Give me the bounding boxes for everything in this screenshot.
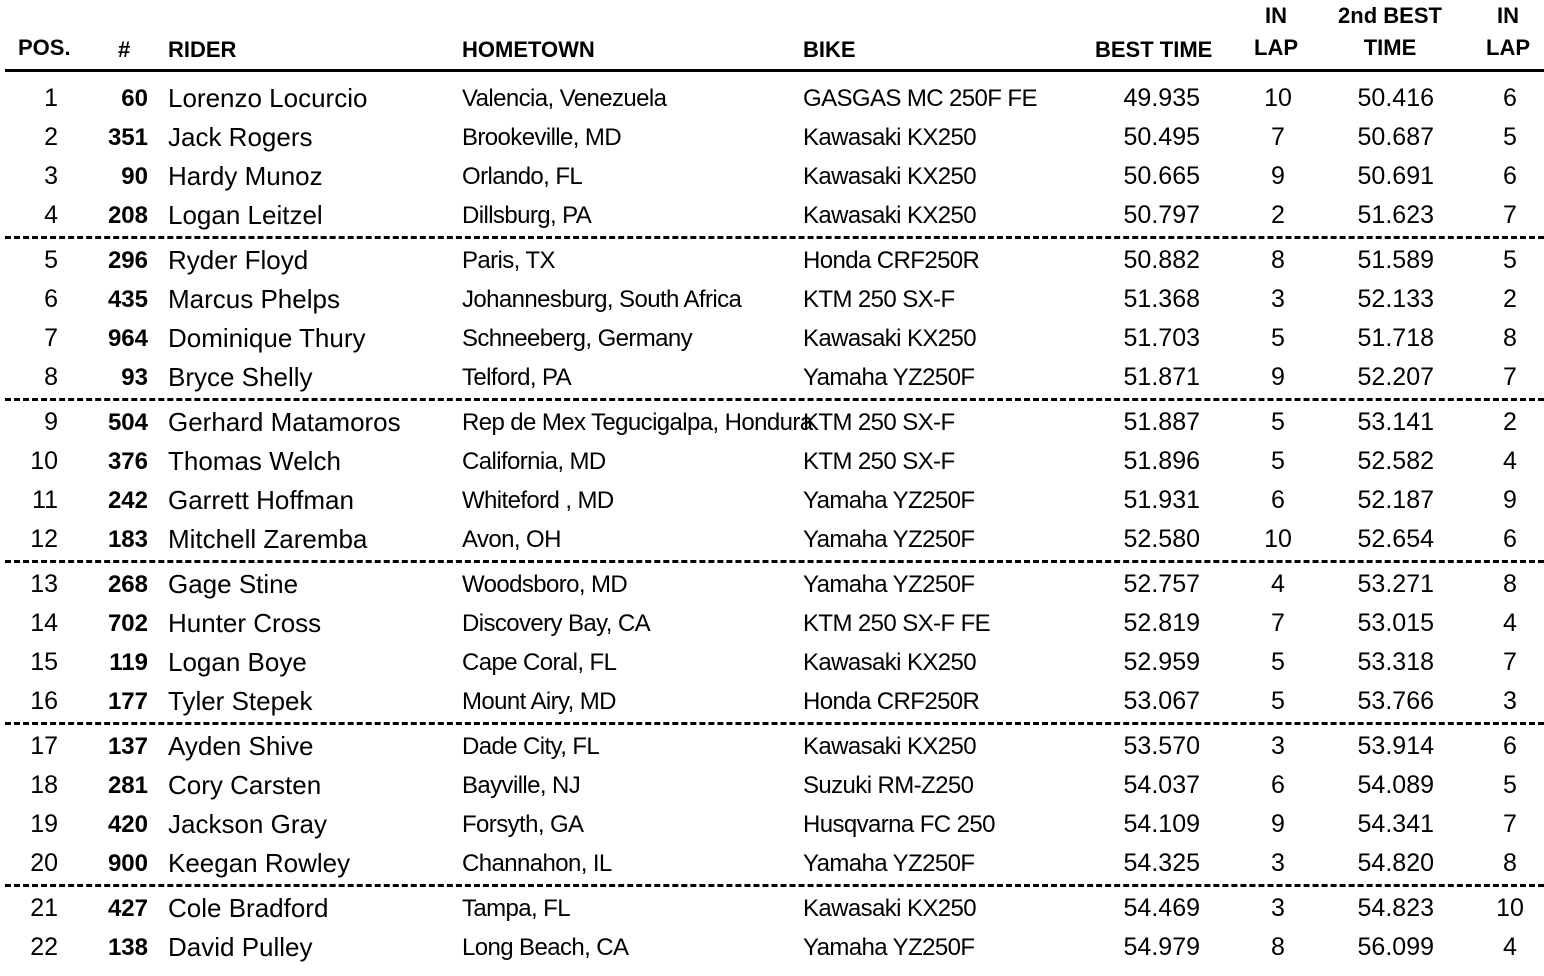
row-hometown: Long Beach, CA — [462, 934, 629, 961]
header-in-lap-1 — [1246, 0, 1306, 64]
table-row — [0, 520, 1544, 559]
row-second-best-time: 51.718 — [1357, 324, 1434, 352]
row-position: 8 — [44, 363, 58, 391]
row-rider: Gage Stine — [168, 569, 299, 599]
dashed-rule — [5, 560, 1544, 563]
row-bike: Husqvarna FC 250 — [803, 811, 995, 838]
table-row — [0, 565, 1544, 604]
row-second-best-time: 53.271 — [1357, 570, 1434, 598]
dashed-rule — [5, 398, 1544, 401]
row-hometown: Forsyth, GA — [462, 811, 584, 838]
row-hometown: Dillsburg, PA — [462, 202, 592, 229]
row-second-in-lap: 4 — [1503, 609, 1517, 637]
row-position: 4 — [44, 201, 58, 229]
row-number: 60 — [121, 85, 148, 112]
row-second-best-time: 50.691 — [1357, 162, 1434, 190]
row-second-best-time: 50.687 — [1357, 123, 1434, 151]
row-second-best-time: 54.089 — [1357, 771, 1434, 799]
row-second-in-lap: 2 — [1503, 285, 1517, 313]
row-position: 19 — [30, 810, 58, 838]
header-hometown: HOMETOWN — [462, 37, 595, 62]
table-row — [0, 604, 1544, 643]
row-second-best-time: 51.589 — [1357, 246, 1434, 274]
table-body — [0, 79, 1544, 967]
row-in-lap: 3 — [1271, 285, 1285, 313]
row-best-time: 51.871 — [1123, 363, 1200, 391]
row-rider: Marcus Phelps — [168, 284, 340, 314]
row-number: 138 — [107, 934, 148, 961]
row-best-time: 54.979 — [1123, 933, 1200, 961]
row-rider: Garrett Hoffman — [168, 485, 354, 515]
row-second-in-lap: 5 — [1503, 123, 1517, 151]
row-hometown: Avon, OH — [462, 526, 561, 553]
table-row — [0, 358, 1544, 397]
row-position: 21 — [30, 894, 58, 922]
row-hometown: Discovery Bay, CA — [462, 610, 651, 637]
row-second-in-lap: 10 — [1496, 894, 1524, 922]
row-second-in-lap: 2 — [1503, 408, 1517, 436]
row-in-lap: 5 — [1271, 408, 1285, 436]
row-best-time: 51.896 — [1123, 447, 1200, 475]
table-row — [0, 481, 1544, 520]
row-rider: Thomas Welch — [168, 446, 341, 476]
row-position: 3 — [44, 162, 58, 190]
row-in-lap: 9 — [1271, 810, 1285, 838]
row-bike: Kawasaki KX250 — [803, 325, 977, 352]
table-row — [0, 928, 1544, 967]
row-number: 93 — [121, 364, 148, 391]
row-bike: Kawasaki KX250 — [803, 733, 977, 760]
row-position: 13 — [30, 570, 58, 598]
row-rider: Cole Bradford — [168, 893, 329, 923]
row-second-in-lap: 4 — [1503, 933, 1517, 961]
row-bike: Kawasaki KX250 — [803, 202, 977, 229]
header-number: # — [118, 37, 131, 62]
row-in-lap: 3 — [1271, 732, 1285, 760]
row-bike: Suzuki RM-Z250 — [803, 772, 974, 799]
table-row — [0, 844, 1544, 883]
table-row — [0, 403, 1544, 442]
row-best-time: 52.757 — [1123, 570, 1200, 598]
dashed-rule — [5, 884, 1544, 887]
row-rider: Logan Boye — [168, 647, 307, 677]
table-row — [0, 727, 1544, 766]
row-second-in-lap: 9 — [1503, 486, 1517, 514]
row-in-lap: 5 — [1271, 648, 1285, 676]
row-in-lap: 2 — [1271, 201, 1285, 229]
row-bike: Kawasaki KX250 — [803, 124, 977, 151]
row-number: 296 — [107, 247, 148, 274]
row-in-lap: 5 — [1271, 687, 1285, 715]
header-rider: RIDER — [168, 37, 237, 62]
dashed-rule — [5, 722, 1544, 725]
row-number: 177 — [107, 688, 148, 715]
row-best-time: 52.580 — [1123, 525, 1200, 553]
row-second-in-lap: 8 — [1503, 849, 1517, 877]
row-number: 420 — [107, 811, 148, 838]
row-in-lap: 5 — [1271, 324, 1285, 352]
row-second-best-time: 52.133 — [1357, 285, 1434, 313]
row-rider: Hardy Munoz — [168, 161, 323, 191]
row-best-time: 50.495 — [1123, 123, 1200, 151]
row-best-time: 51.931 — [1123, 486, 1200, 514]
row-hometown: Bayville, NJ — [462, 772, 581, 799]
row-bike: KTM 250 SX-F FE — [803, 610, 991, 637]
row-number: 435 — [107, 286, 148, 313]
row-position: 2 — [44, 123, 58, 151]
row-second-in-lap: 6 — [1503, 525, 1517, 553]
row-number: 268 — [107, 571, 148, 598]
row-rider: Jack Rogers — [168, 122, 313, 152]
header-second-best-line1: 2nd BEST — [1338, 3, 1442, 28]
row-in-lap: 6 — [1271, 486, 1285, 514]
row-hometown: Johannesburg, South Africa — [462, 286, 742, 313]
row-best-time: 50.882 — [1123, 246, 1200, 274]
table-row — [0, 889, 1544, 928]
row-second-in-lap: 4 — [1503, 447, 1517, 475]
row-second-in-lap: 7 — [1503, 648, 1517, 676]
header-second-best-line2: TIME — [1363, 35, 1417, 60]
row-second-best-time: 51.623 — [1357, 201, 1434, 229]
row-rider: Jackson Gray — [168, 809, 327, 839]
row-best-time: 54.109 — [1123, 810, 1200, 838]
table-row — [0, 118, 1544, 157]
row-position: 11 — [32, 486, 58, 514]
row-rider: Cory Carsten — [168, 770, 322, 800]
row-best-time: 51.368 — [1123, 285, 1200, 313]
row-second-best-time: 54.341 — [1357, 810, 1434, 838]
row-number: 183 — [107, 526, 148, 553]
row-best-time: 52.819 — [1123, 609, 1200, 637]
row-bike: Yamaha YZ250F — [803, 487, 975, 514]
dashed-rule — [5, 236, 1544, 239]
row-hometown: Valencia, Venezuela — [462, 85, 667, 112]
header-second-best-time — [1330, 0, 1450, 64]
row-best-time: 51.703 — [1123, 324, 1200, 352]
row-second-best-time: 54.820 — [1357, 849, 1434, 877]
header-best-time: BEST TIME — [1095, 37, 1213, 62]
row-number: 208 — [107, 202, 148, 229]
row-position: 16 — [30, 687, 58, 715]
row-in-lap: 7 — [1271, 123, 1285, 151]
row-best-time: 54.325 — [1123, 849, 1200, 877]
table-row — [0, 280, 1544, 319]
row-second-best-time: 53.141 — [1357, 408, 1434, 436]
row-bike: KTM 250 SX-F — [803, 286, 955, 313]
row-bike: Yamaha YZ250F — [803, 571, 975, 598]
row-second-in-lap: 6 — [1503, 732, 1517, 760]
row-bike: Honda CRF250R — [803, 247, 980, 274]
row-second-in-lap: 8 — [1503, 324, 1517, 352]
row-position: 5 — [44, 246, 58, 274]
table-row — [0, 241, 1544, 280]
row-second-in-lap: 3 — [1503, 687, 1517, 715]
row-number: 242 — [107, 487, 148, 514]
row-number: 376 — [107, 448, 148, 475]
row-best-time: 49.935 — [1123, 84, 1200, 112]
row-best-time: 51.887 — [1123, 408, 1200, 436]
row-hometown: Brookeville, MD — [462, 124, 622, 151]
header-in-lap-1-line1: IN — [1265, 3, 1287, 28]
row-best-time: 52.959 — [1123, 648, 1200, 676]
row-second-best-time: 53.318 — [1357, 648, 1434, 676]
header-bike: BIKE — [803, 37, 856, 62]
row-number: 900 — [107, 850, 148, 877]
row-in-lap: 6 — [1271, 771, 1285, 799]
row-rider: Lorenzo Locurcio — [168, 83, 368, 113]
row-rider: Mitchell Zaremba — [168, 524, 368, 554]
row-position: 1 — [44, 84, 58, 112]
header-in-lap-2-line2: LAP — [1486, 35, 1530, 60]
row-rider: Dominique Thury — [168, 323, 366, 353]
row-best-time: 54.469 — [1123, 894, 1200, 922]
row-in-lap: 9 — [1271, 162, 1285, 190]
table-row — [0, 766, 1544, 805]
row-bike: Honda CRF250R — [803, 688, 980, 715]
row-second-best-time: 53.914 — [1357, 732, 1434, 760]
table-row — [0, 157, 1544, 196]
row-number: 281 — [107, 772, 148, 799]
row-second-best-time: 53.766 — [1357, 687, 1434, 715]
row-position: 15 — [30, 648, 58, 676]
row-in-lap: 5 — [1271, 447, 1285, 475]
table-row — [0, 319, 1544, 358]
row-in-lap: 10 — [1264, 84, 1292, 112]
row-in-lap: 3 — [1271, 849, 1285, 877]
row-hometown: Mount Airy, MD — [462, 688, 616, 715]
row-in-lap: 8 — [1271, 246, 1285, 274]
row-rider: Ryder Floyd — [168, 245, 309, 275]
row-position: 6 — [44, 285, 58, 313]
row-best-time: 50.797 — [1123, 201, 1200, 229]
row-bike: Yamaha YZ250F — [803, 850, 975, 877]
row-hometown: Orlando, FL — [462, 163, 583, 190]
row-number: 351 — [107, 124, 148, 151]
row-second-in-lap: 8 — [1503, 570, 1517, 598]
row-number: 702 — [107, 610, 148, 637]
row-bike: GASGAS MC 250F FE — [803, 85, 1037, 112]
row-second-in-lap: 7 — [1503, 810, 1517, 838]
row-hometown: Tampa, FL — [462, 895, 570, 922]
row-rider: Tyler Stepek — [168, 686, 313, 716]
table-row — [0, 442, 1544, 481]
row-bike: Kawasaki KX250 — [803, 895, 977, 922]
row-number: 964 — [107, 325, 148, 352]
row-in-lap: 3 — [1271, 894, 1285, 922]
row-second-best-time: 52.654 — [1357, 525, 1434, 553]
row-second-best-time: 50.416 — [1357, 84, 1434, 112]
row-position: 18 — [30, 771, 58, 799]
row-second-best-time: 52.207 — [1357, 363, 1434, 391]
row-position: 20 — [30, 849, 58, 877]
row-position: 22 — [30, 933, 58, 961]
row-position: 10 — [30, 447, 58, 475]
row-second-in-lap: 6 — [1503, 162, 1517, 190]
row-hometown: Telford, PA — [462, 364, 572, 391]
table-row — [0, 643, 1544, 682]
row-rider: Bryce Shelly — [168, 362, 313, 392]
row-best-time: 53.067 — [1123, 687, 1200, 715]
row-position: 14 — [30, 609, 58, 637]
row-bike: Kawasaki KX250 — [803, 163, 977, 190]
row-in-lap: 9 — [1271, 363, 1285, 391]
row-position: 9 — [44, 408, 58, 436]
row-rider: Ayden Shive — [168, 731, 314, 761]
row-second-best-time: 52.187 — [1357, 486, 1434, 514]
row-hometown: California, MD — [462, 448, 606, 475]
row-hometown: Woodsboro, MD — [462, 571, 628, 598]
row-second-best-time: 52.582 — [1357, 447, 1434, 475]
row-rider: Logan Leitzel — [168, 200, 323, 230]
row-rider: Hunter Cross — [168, 608, 322, 638]
header-pos: POS. — [18, 35, 71, 60]
header-in-lap-2 — [1478, 0, 1538, 64]
table-row — [0, 682, 1544, 721]
row-position: 12 — [30, 525, 58, 553]
row-number: 119 — [109, 649, 148, 676]
row-number: 137 — [107, 733, 148, 760]
row-rider: Gerhard Matamoros — [168, 407, 401, 437]
row-bike: KTM 250 SX-F — [803, 409, 955, 436]
row-in-lap: 8 — [1271, 933, 1285, 961]
row-in-lap: 4 — [1271, 570, 1285, 598]
row-second-in-lap: 6 — [1503, 84, 1517, 112]
row-rider: David Pulley — [168, 932, 313, 962]
row-second-best-time: 54.823 — [1357, 894, 1434, 922]
row-second-in-lap: 7 — [1503, 363, 1517, 391]
header-in-lap-2-line1: IN — [1497, 3, 1519, 28]
row-best-time: 50.665 — [1123, 162, 1200, 190]
row-in-lap: 10 — [1264, 525, 1292, 553]
row-hometown: Schneeberg, Germany — [462, 325, 693, 352]
row-number: 90 — [121, 163, 148, 190]
row-best-time: 54.037 — [1123, 771, 1200, 799]
row-bike: Yamaha YZ250F — [803, 934, 975, 961]
row-bike: Yamaha YZ250F — [803, 526, 975, 553]
table-row — [0, 805, 1544, 844]
table-row — [0, 79, 1544, 118]
row-bike: KTM 250 SX-F — [803, 448, 955, 475]
row-second-in-lap: 5 — [1503, 246, 1517, 274]
row-hometown: Paris, TX — [462, 247, 555, 274]
row-hometown: Cape Coral, FL — [462, 649, 617, 676]
row-second-best-time: 53.015 — [1357, 609, 1434, 637]
table-row — [0, 196, 1544, 235]
row-hometown: Dade City, FL — [462, 733, 600, 760]
header-rule — [5, 69, 1544, 72]
row-number: 504 — [107, 409, 148, 436]
row-second-best-time: 56.099 — [1357, 933, 1434, 961]
row-second-in-lap: 7 — [1503, 201, 1517, 229]
row-bike: Yamaha YZ250F — [803, 364, 975, 391]
row-position: 7 — [44, 324, 58, 352]
row-best-time: 53.570 — [1123, 732, 1200, 760]
row-second-in-lap: 5 — [1503, 771, 1517, 799]
row-rider: Keegan Rowley — [168, 848, 351, 878]
row-bike: Kawasaki KX250 — [803, 649, 977, 676]
table-header — [0, 0, 1544, 71]
row-position: 17 — [30, 732, 58, 760]
row-hometown: Rep de Mex Tegucigalpa, Hondura — [462, 409, 813, 436]
header-in-lap-1-line2: LAP — [1254, 35, 1298, 60]
row-number: 427 — [107, 895, 148, 922]
row-in-lap: 7 — [1271, 609, 1285, 637]
row-hometown: Channahon, IL — [462, 850, 612, 877]
row-hometown: Whiteford , MD — [462, 487, 614, 514]
